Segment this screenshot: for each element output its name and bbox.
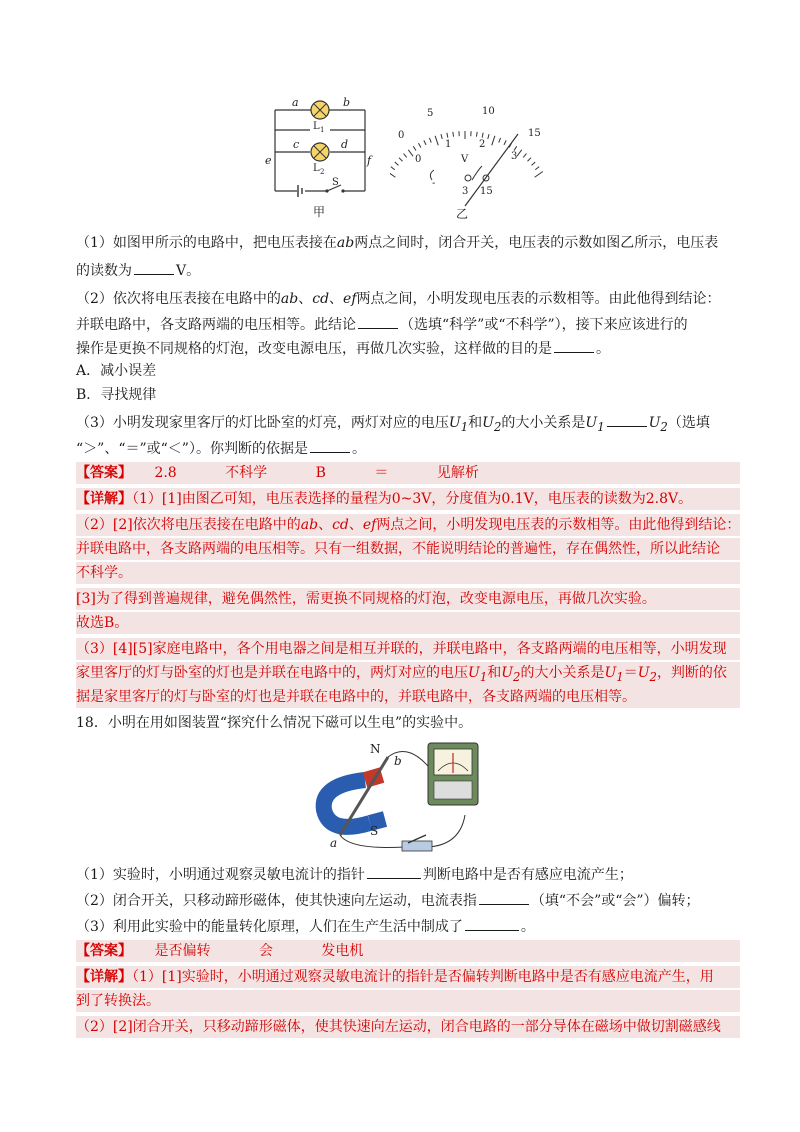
q17-detail-line1: 【详解】（1）[1]由图乙可知，电压表选择的量程为0~3V，分度值为0.1V，电压表的读数为2.8V。 bbox=[76, 488, 740, 510]
option-b: B．寻找规律 bbox=[76, 387, 157, 403]
parallel-circuit-diagram bbox=[255, 96, 385, 224]
meter-tick bbox=[424, 140, 426, 145]
lower-tick-3: 3 bbox=[511, 151, 518, 162]
label-d: d bbox=[341, 138, 349, 151]
terminal-15: 15 bbox=[480, 186, 493, 197]
meter-tick bbox=[523, 154, 526, 158]
switch-icon bbox=[402, 835, 432, 851]
blank-3[interactable] bbox=[554, 336, 594, 353]
option-a: A．减小误差 bbox=[76, 363, 157, 379]
meter-tick bbox=[408, 150, 413, 156]
figure-1 bbox=[0, 96, 800, 224]
meter-tick bbox=[488, 134, 489, 139]
meter-unit: V bbox=[461, 154, 469, 165]
meter-tick bbox=[528, 158, 531, 162]
q17-part2-line3: 操作是更换不同规格的灯泡，改变电源电压，再做几次实验，这样做的目的是 。 bbox=[76, 336, 740, 360]
label-b2: b bbox=[394, 754, 402, 768]
caption-jia: 甲 bbox=[313, 205, 326, 219]
lamp-l1-icon bbox=[311, 101, 329, 119]
label-l2-sub: 2 bbox=[320, 168, 325, 176]
meter-tick bbox=[532, 162, 536, 165]
label-l1: L bbox=[313, 121, 320, 132]
lower-tick-0: 0 bbox=[415, 154, 422, 165]
meter-tick bbox=[390, 172, 395, 178]
q17-detail-line6: 故选B。 bbox=[76, 612, 740, 634]
lamp-l2-icon bbox=[311, 143, 329, 161]
q17-part1-line1: （1）如图甲所示的电路中，把电压表接在ab两点之间时，闭合开关，电压表的示数如图乙所示，电压表 bbox=[76, 235, 719, 251]
meter-tick bbox=[517, 150, 522, 156]
label-a: a bbox=[292, 96, 299, 109]
q17-detail-line8: 家里客厅的灯与卧室的灯也是并联在电路中的，两灯对应的电压$U_1$和$U_2$的大小关系是$U_1=U_2$，判断的依 bbox=[76, 662, 740, 688]
upper-tick-5: 5 bbox=[427, 108, 434, 119]
terminal-minus: - bbox=[432, 178, 436, 189]
q17-detail-line7: （3）[4][5]家庭电路中，各个用电器之间是相互并联的，并联电路中，各支路两端的电压相等，小明发现 bbox=[76, 638, 740, 660]
q18-detail-line2: 到了转换法。 bbox=[76, 990, 740, 1012]
meter-tick bbox=[499, 138, 501, 143]
label-b: b bbox=[343, 96, 351, 109]
label-n: N bbox=[370, 742, 381, 756]
galvanometer-icon bbox=[428, 743, 478, 805]
blank-5[interactable] bbox=[310, 436, 350, 453]
lower-tick-2: 2 bbox=[479, 139, 486, 150]
meter-tick bbox=[404, 154, 407, 158]
lower-tick-1: 1 bbox=[445, 139, 452, 150]
meter-tick bbox=[453, 132, 454, 137]
q18-detail-line3: （2）[2]闭合开关，只移动蹄形磁体，使其快速向左运动，闭合电路的一部分导体在磁场中做切割磁感线 bbox=[76, 1016, 740, 1038]
q17-detail-line9: 据是家里客厅的灯与卧室的灯也是并联在电路中的，并联电路中，各支路两端的电压相等。 bbox=[76, 686, 740, 708]
meter-tick bbox=[535, 167, 539, 170]
blank-2[interactable] bbox=[358, 312, 398, 329]
label-e: e bbox=[265, 154, 272, 167]
label-s: S bbox=[332, 177, 339, 188]
meter-tick bbox=[418, 143, 420, 147]
q17-detail-line3: 并联电路中，各支路两端的电压相等。只有一组数据，不能说明结论的普遍性，存在偶然性，所以此结论 bbox=[76, 538, 740, 560]
horseshoe-magnet-icon bbox=[324, 775, 385, 827]
meter-tick bbox=[482, 133, 483, 138]
terminal-3: 3 bbox=[462, 186, 469, 197]
meter-tick bbox=[395, 162, 399, 165]
label-a2: a bbox=[330, 836, 338, 850]
q17-answer-line: 【答案】 2.8 不科学 B ＝ 见解析 bbox=[76, 462, 740, 484]
meter-tick bbox=[514, 146, 517, 150]
label-l1-sub: 1 bbox=[320, 126, 325, 134]
q18-part3: （3）利用此实验中的能量转化原理，人们在生产生活中制成了 。 bbox=[76, 914, 740, 938]
blank-7[interactable] bbox=[479, 888, 529, 905]
q18-title: 18．小明在用如图装置“探究什么情况下磁可以生电”的实验中。 bbox=[76, 715, 473, 731]
blank-6[interactable] bbox=[367, 862, 421, 879]
q17-detail-line4: 不科学。 bbox=[76, 562, 740, 584]
upper-tick-10: 10 bbox=[482, 106, 495, 117]
meter-tick bbox=[399, 158, 402, 162]
upper-tick-15: 15 bbox=[528, 128, 541, 139]
meter-tick bbox=[391, 167, 395, 170]
meter-tick bbox=[492, 136, 495, 145]
upper-tick-0: 0 bbox=[398, 130, 405, 141]
electromagnetic-induction-figure bbox=[310, 735, 500, 860]
label-l2: L bbox=[313, 163, 320, 174]
meter-tick bbox=[441, 134, 442, 139]
q18-part1: （1）实验时，小明通过观察灵敏电流计的指针 判断电路中是否有感应电流产生； bbox=[76, 862, 740, 886]
q17-part1-line2: 的读数为 V。 bbox=[76, 258, 740, 282]
voltmeter-dial bbox=[390, 96, 550, 224]
q18-part2: （2）闭合开关，只移动蹄形磁体，使其快速向左运动，电流表指 （填“不会”或“会”）偏转； bbox=[76, 888, 740, 912]
q17-part2-line2: 并联电路中，各支路两端的电压相等。此结论 （选填“科学”或“不科学”），接下来应该进行的 bbox=[76, 312, 740, 336]
blank-4[interactable] bbox=[607, 410, 647, 427]
q17-part3-line1: （3）小明发现家里客厅的灯比卧室的灯亮，两灯对应的电压$U_1$和$U_2$的大小关系是$U_1$ $U_2$（选填 bbox=[76, 410, 740, 438]
blank-1[interactable] bbox=[134, 258, 174, 275]
meter-tick bbox=[447, 133, 448, 138]
caption-yi: 乙 bbox=[456, 207, 469, 221]
label-f: f bbox=[367, 154, 372, 167]
label-s-pole: S bbox=[370, 824, 379, 838]
meter-tick bbox=[429, 138, 431, 143]
q18-answer-line: 【答案】 是否偏转 会 发电机 bbox=[76, 940, 740, 962]
meter-tick bbox=[535, 172, 543, 178]
q17-part2-line1: （2）依次将电压表接在电路中的ab、cd、ef两点之间，小明发现电压表的示数相等。由此他得到结论： bbox=[76, 291, 721, 307]
meter-tick bbox=[504, 140, 506, 145]
label-c: c bbox=[293, 138, 300, 151]
q17-detail-line2: （2）[2]依次将电压表接在电路中的ab、cd、ef两点之间，小明发现电压表的示数相等。由此他得到结论： bbox=[76, 514, 740, 536]
q17-part3-line2: “＞”、“＝”或“＜”）。你判断的依据是 。 bbox=[76, 436, 740, 460]
q17-detail-line5: [3]为了得到普遍规律，避免偶然性，需更换不同规格的灯泡，改变电源电压，再做几次实验。 bbox=[76, 588, 740, 610]
meter-tick bbox=[413, 146, 416, 150]
blank-8[interactable] bbox=[465, 914, 519, 931]
q18-detail-line1: 【详解】（1）[1]实验时，小明通过观察灵敏电流计的指针是否偏转判断电路中是否有感应电流产生，用 bbox=[76, 966, 740, 988]
meter-tick bbox=[476, 132, 477, 137]
meter-tick bbox=[435, 136, 438, 145]
